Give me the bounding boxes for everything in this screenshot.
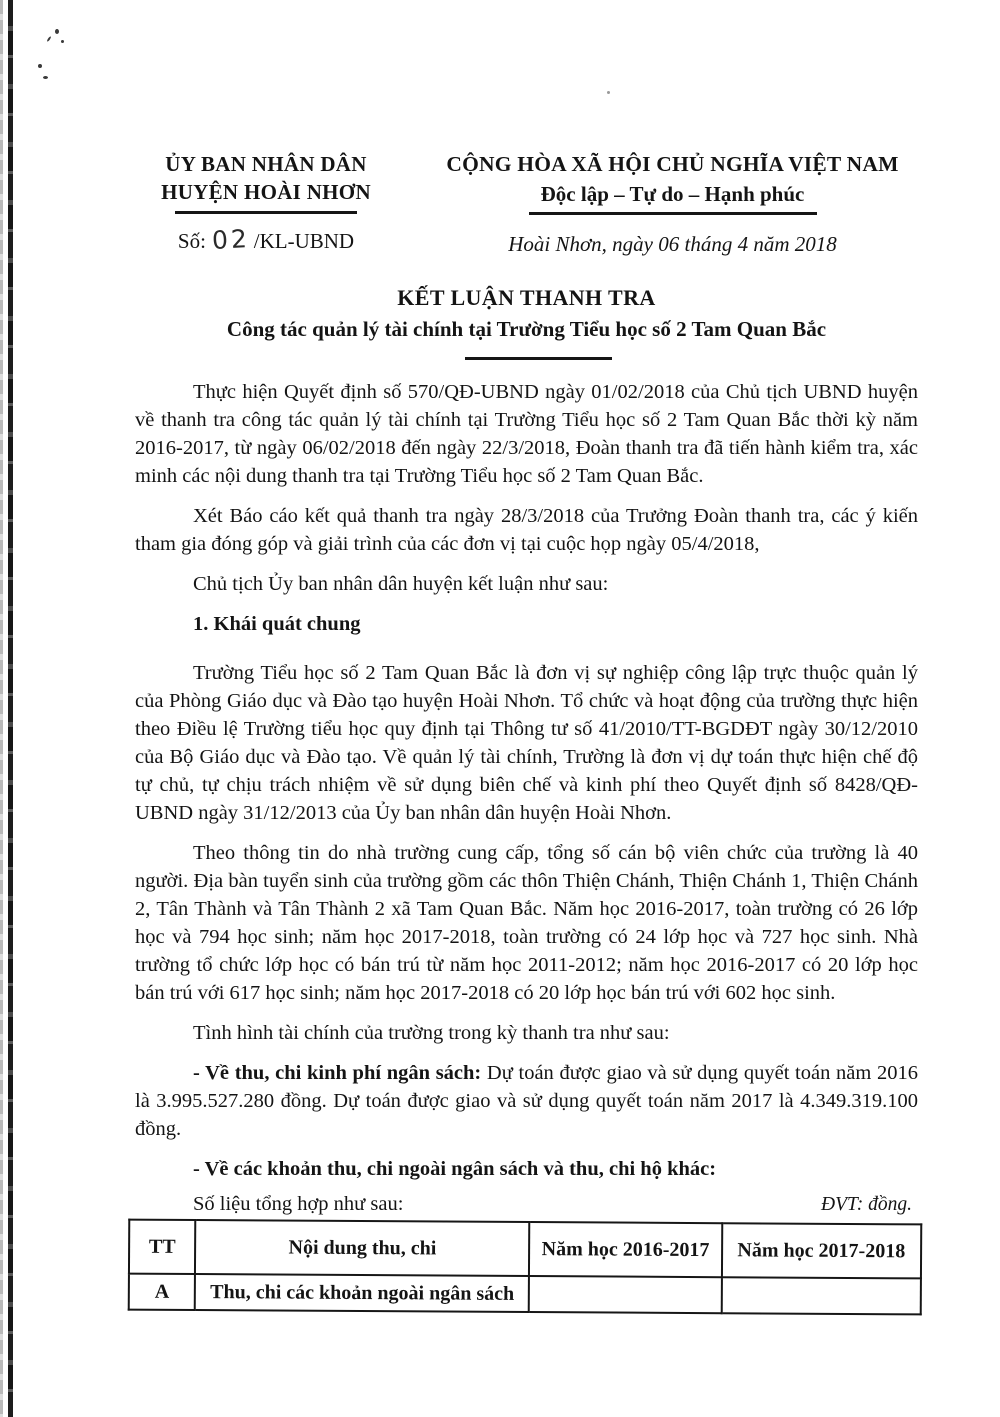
- document-content: [135, 150, 918, 1313]
- document-number-suffix: /KL-UBND: [253, 229, 355, 253]
- unit-note: ĐVT: đồng.: [820, 1193, 912, 1215]
- national-motto: Độc lập – Tự do – Hạnh phúc: [540, 182, 805, 206]
- document-number-handwritten: 02: [211, 224, 251, 255]
- table-cell-year-2016-2017: [529, 1276, 721, 1313]
- budget-detail: Dự toán được giao và sử dụng quyết toán năm 2016 là 3.995.527.280 đồng. Dự toán được giao và sử dụng quyết toán năm 2017 là 4.349.319.100 đồng.: [135, 1061, 918, 1140]
- scan-speckle: [43, 76, 48, 79]
- document-header: [135, 150, 918, 257]
- scan-speckle: [55, 29, 59, 34]
- scan-speckle: [38, 64, 42, 68]
- document-number-label: Số:: [177, 229, 206, 253]
- scan-edge-artifact: [0, 0, 3, 1417]
- document-number-line: [135, 225, 397, 254]
- document-title: KẾT LUẬN THANH TRA: [397, 285, 656, 310]
- table-cell-tt: A: [129, 1273, 196, 1309]
- paragraph-review: Xét Báo cáo kết quả thanh tra ngày 28/3/2018 của Trưởng Đoàn thanh tra, các ý kiến tham gia đóng góp và giải trình của các đơn vị tại cuộc họp ngày 05/4/2018,: [135, 505, 918, 555]
- motto-underline: [529, 212, 817, 215]
- summary-intro-text: Số liệu tổng hợp như sau:: [193, 1192, 404, 1215]
- paragraph-school-info: Theo thông tin do nhà trường cung cấp, tổng số cán bộ viên chức của trường là 40 người. Địa bàn tuyển sinh của trường gồm các thôn Thiện Chánh, Thiện Chánh 1, Thiện Chánh 2, Tân Thành và Tân Thành 2 xã Tam Quan Bắc. Năm học 2016-2017, toàn trường có 26 lớp học và 794 học sinh; năm học 2017-2018, toàn trường có 24 lớp học và 727 học sinh. Nhà trường tổ chức lớp học có bán trú từ năm học 2011-2012; năm học 2016-2017 có 20 lớp học bán trú với 617 học sinh; năm học 2017-2018 có 20 lớp học bán trú với 602 học sinh.: [135, 841, 918, 1004]
- summary-intro-row: [135, 1193, 918, 1216]
- title-divider: [465, 357, 612, 360]
- paragraph-intro: Thực hiện Quyết định số 570/QĐ-UBND ngày 01/02/2018 của Chủ tịch UBND huyện về thanh tra công tác quản lý tài chính tại Trường Tiểu học số 2 Tam Quan Bắc thời kỳ năm 2016-2017, từ ngày 06/02/2018 đến ngày 22/3/2018, Đoàn thanh tra đã tiến hành kiểm tra, xác minh các nội dung thanh tra tại Trường Tiểu học số 2 Tam Quan Bắc.: [135, 381, 918, 487]
- table-header-tt: TT: [129, 1219, 196, 1273]
- budget-lead-bold: - Về thu, chi kinh phí ngân sách:: [193, 1061, 487, 1084]
- scan-speckle: [46, 36, 51, 42]
- table-header-year-2017-2018: Năm học 2017-2018: [721, 1223, 921, 1278]
- paragraph-budget: [135, 1059, 918, 1143]
- table-header-content: Nội dung thu, chi: [195, 1219, 529, 1275]
- scan-speckle: [607, 91, 610, 94]
- national-title: CỘNG HÒA XÃ HỘI CHỦ NGHĨA VIỆT NAM: [446, 152, 899, 176]
- authority-name-line1: ỦY BAN NHÂN DÂN: [165, 152, 367, 176]
- document-title-block: [135, 283, 918, 360]
- table-cell-year-2017-2018: [721, 1277, 921, 1314]
- document-subtitle: Công tác quản lý tài chính tại Trường Tiểu học số 2 Tam Quan Bắc: [226, 317, 827, 341]
- paragraph-offbudget-heading: - Về các khoản thu, chi ngoài ngân sách và thu, chi hộ khác:: [193, 1157, 717, 1180]
- section-1-heading: 1. Khái quát chung: [193, 613, 361, 635]
- place-and-date: Hoài Nhơn, ngày 06 tháng 4 năm 2018: [508, 232, 837, 256]
- scan-vertical-line-artifact: [8, 0, 13, 1417]
- paragraph-finance-intro: Tình hình tài chính của trường trong kỳ thanh tra như sau:: [193, 1021, 670, 1044]
- table-cell-content: Thu, chi các khoản ngoài ngân sách: [195, 1273, 529, 1311]
- summary-table: [128, 1218, 923, 1315]
- scan-speckle: [61, 40, 64, 43]
- summary-table-wrapper: [128, 1218, 923, 1315]
- table-header-year-2016-2017: Năm học 2016-2017: [529, 1222, 721, 1277]
- authority-name-line2: HUYỆN HOÀI NHƠN: [161, 180, 371, 204]
- paragraph-school-overview: Trường Tiểu học số 2 Tam Quan Bắc là đơn vị sự nghiệp công lập trực thuộc quản lý của Phòng Giáo dục và Đào tạo huyện Hoài Nhơn. Tổ chức và hoạt động của trường thực hiện theo Điều lệ Trường tiểu học quy định tại Thông tư số 41/2010/TT-BGDĐT ngày 30/12/2010 của Bộ Giáo dục và Đào tạo. Về quản lý tài chính, Trường là đơn vị dự toán thực hiện chế độ tự chủ, tự chịu trách nhiệm về sử dụng biên chế và kinh phí theo Quyết định số 8428/QĐ-UBND ngày 31/12/2013 của Ủy ban nhân dân huyện Hoài Nhơn.: [135, 661, 918, 824]
- authority-underline: [175, 211, 357, 214]
- paragraph-conclusion-lead: Chủ tịch Ủy ban nhân dân huyện kết luận như sau:: [193, 573, 609, 595]
- issuing-authority-block: [135, 150, 397, 257]
- national-motto-block: [397, 150, 918, 257]
- table-row: [129, 1273, 921, 1314]
- table-header-row: [129, 1219, 921, 1278]
